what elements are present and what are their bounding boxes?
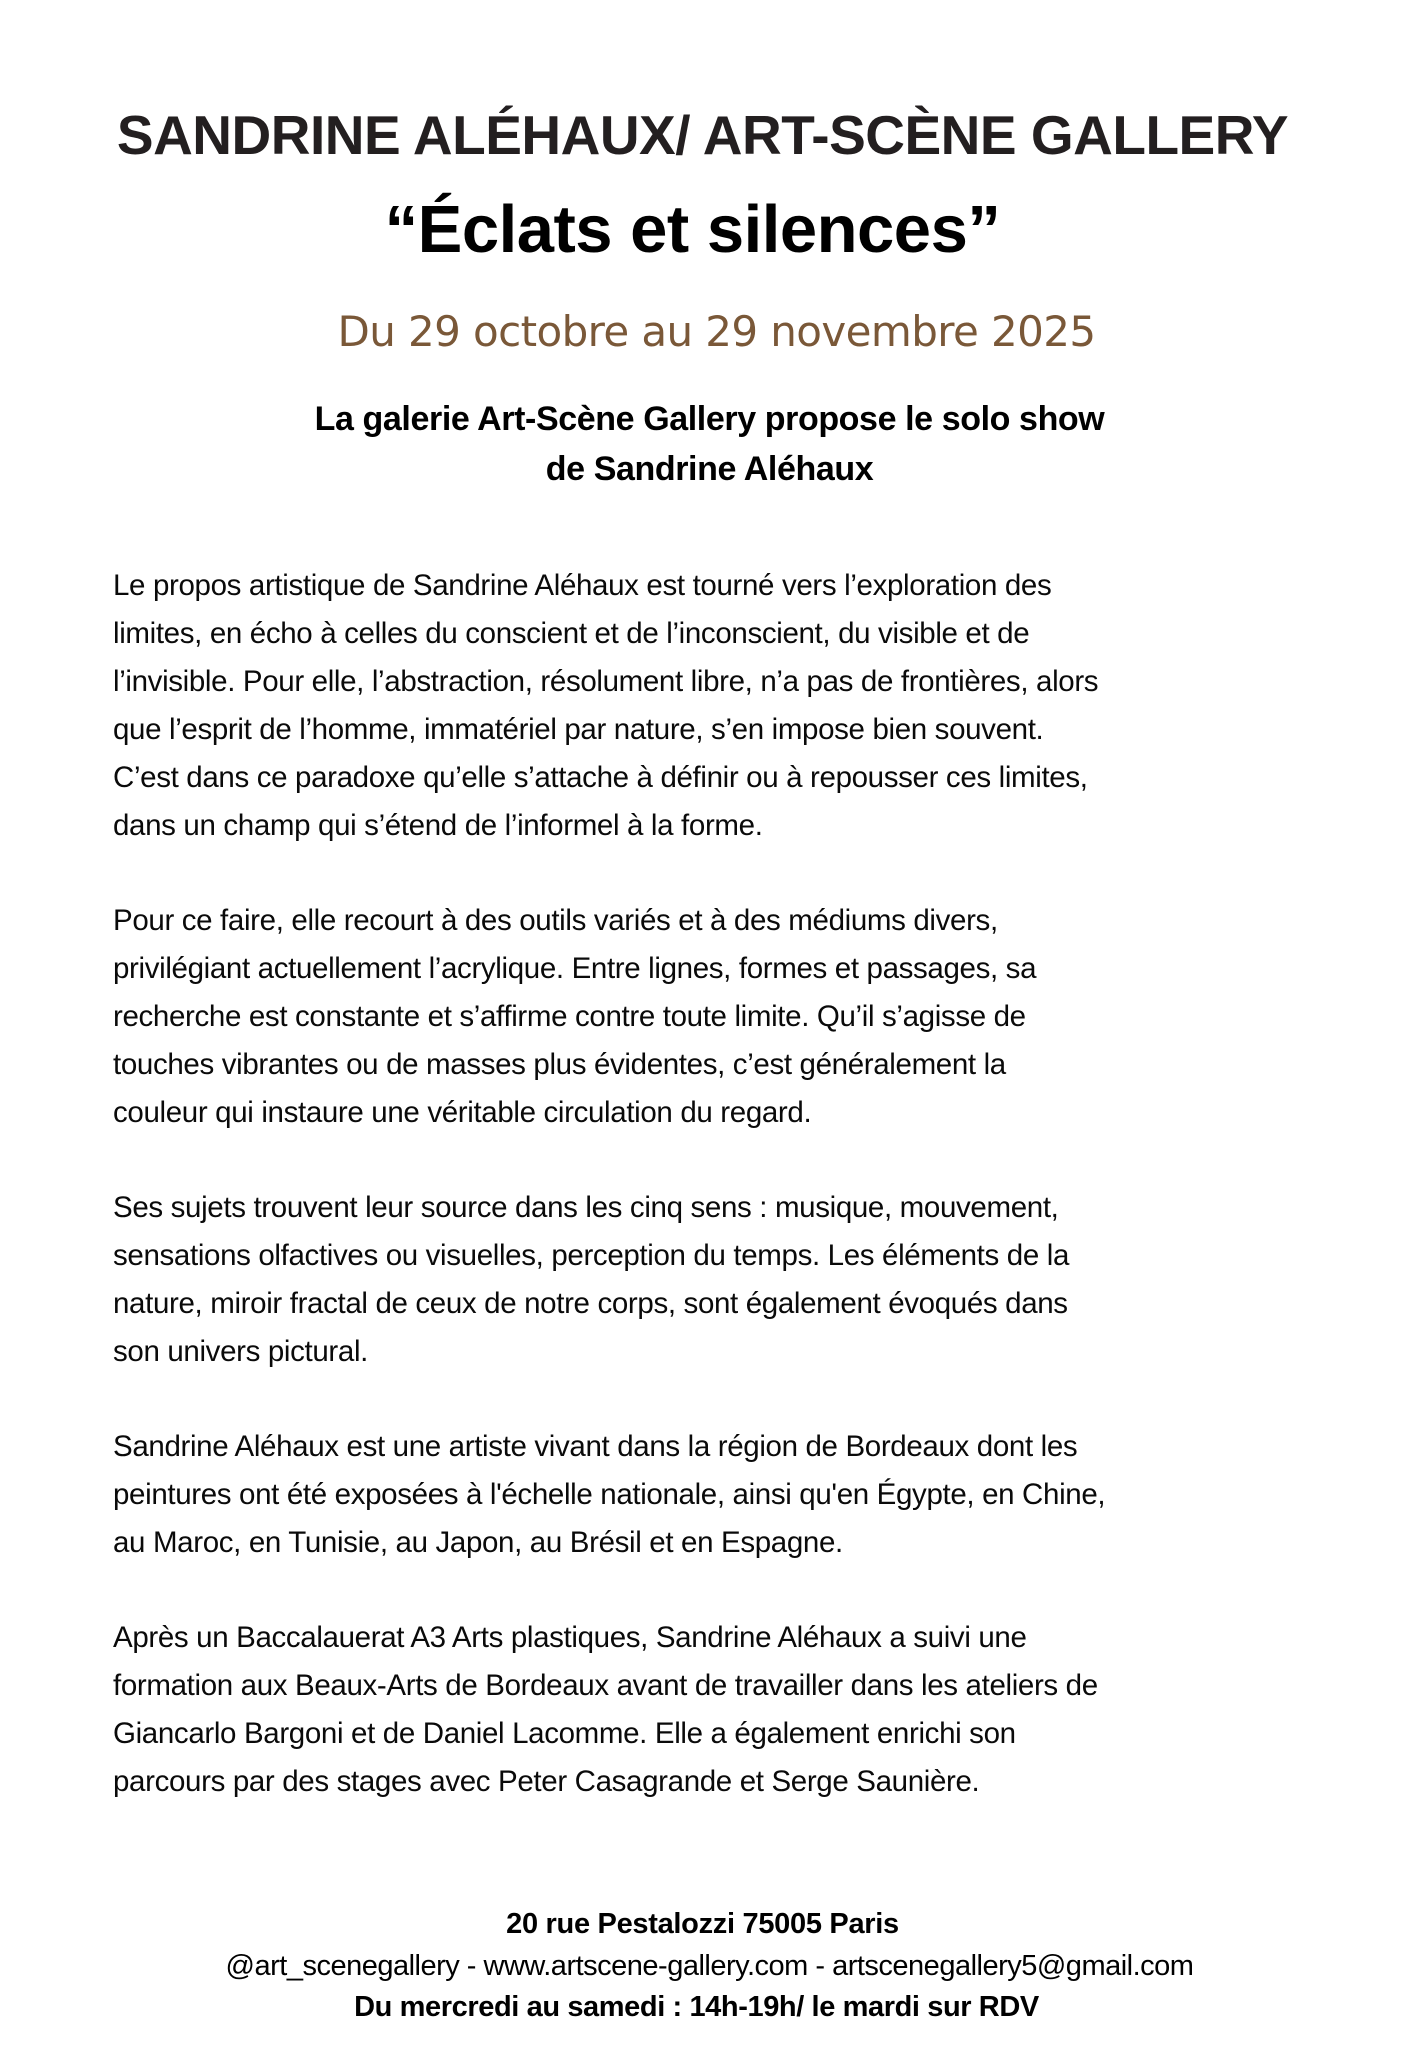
- text-line: son univers pictural.: [113, 1335, 368, 1368]
- paragraph-exhibitions: [113, 1423, 1292, 1567]
- exhibition-title: “Éclats et silences”: [384, 192, 1001, 267]
- intro-line: de Sandrine Aléhaux: [545, 450, 874, 488]
- opening-hours: Du mercredi au samedi : 14h-19h/ le mardi sur RDV: [354, 1991, 1039, 2023]
- text-line: C’est dans ce paradoxe qu’elle s’attache à définir ou à repousser ces limites,: [113, 761, 1088, 794]
- text-line: touches vibrantes ou de masses plus évidentes, c’est généralement la: [113, 1048, 1006, 1081]
- text-line: couleur qui instaure une véritable circulation du regard.: [113, 1096, 812, 1129]
- gallery-address: 20 rue Pestalozzi 75005 Paris: [506, 1908, 899, 1940]
- text-line: parcours par des stages avec Peter Casagrande et Serge Saunière.: [113, 1765, 980, 1798]
- body-text: [113, 562, 1292, 1853]
- gallery-contacts: @art_scenegallery - www.artscene-gallery.com - artscenegallery5@gmail.com: [225, 1950, 1194, 1982]
- paragraph-techniques: [113, 897, 1292, 1137]
- text-line: peintures ont été exposées à l'échelle nationale, ainsi qu'en Égypte, en Chine,: [113, 1478, 1106, 1511]
- text-line: nature, miroir fractal de ceux de notre corps, sont également évoqués dans: [113, 1287, 1068, 1320]
- text-line: limites, en écho à celles du conscient et de l’inconscient, du visible et de: [113, 617, 1030, 650]
- text-line: formation aux Beaux-Arts de Bordeaux avant de travailler dans les ateliers de: [113, 1669, 1098, 1702]
- text-line: recherche est constante et s’affirme contre toute limite. Qu’il s’agisse de: [113, 1000, 1026, 1033]
- text-line: au Maroc, en Tunisie, au Japon, au Brésil et en Espagne.: [113, 1526, 843, 1559]
- paragraph-education: [113, 1614, 1292, 1806]
- text-line: Pour ce faire, elle recourt à des outils variés et à des médiums divers,: [113, 904, 998, 937]
- text-line: privilégiant actuellement l’acrylique. Entre lignes, formes et passages, sa: [113, 952, 1037, 985]
- text-line: l’invisible. Pour elle, l’abstraction, résolument libre, n’a pas de frontières, alors: [113, 665, 1099, 698]
- text-line: Le propos artistique de Sandrine Aléhaux est tourné vers l’exploration des: [113, 569, 1052, 602]
- intro-text: [7, 394, 1405, 494]
- exhibition-dates: Du 29 octobre au 29 novembre 2025: [337, 307, 1096, 356]
- text-line: sensations olfactives ou visuelles, perception du temps. Les éléments de la: [113, 1239, 1069, 1272]
- header-title: SANDRINE ALÉHAUX/ ART-SCÈNE GALLERY: [116, 104, 1289, 166]
- paragraph-subjects: [113, 1184, 1292, 1376]
- footer: [0, 1903, 1405, 2027]
- paragraph-artistic-approach: [113, 562, 1292, 850]
- text-line: dans un champ qui s’étend de l’informel à la forme.: [113, 809, 763, 842]
- text-line: Giancarlo Bargoni et de Daniel Lacomme. Elle a également enrichi son: [113, 1717, 1016, 1750]
- intro-line: La galerie Art-Scène Gallery propose le solo show: [314, 400, 1105, 438]
- text-line: Ses sujets trouvent leur source dans les cinq sens : musique, mouvement,: [113, 1191, 1059, 1224]
- text-line: Après un Baccalauerat A3 Arts plastiques, Sandrine Aléhaux a suivi une: [113, 1621, 1027, 1654]
- text-line: que l’esprit de l’homme, immatériel par nature, s’en impose bien souvent.: [113, 713, 1044, 746]
- text-line: Sandrine Aléhaux est une artiste vivant dans la région de Bordeaux dont les: [113, 1430, 1078, 1463]
